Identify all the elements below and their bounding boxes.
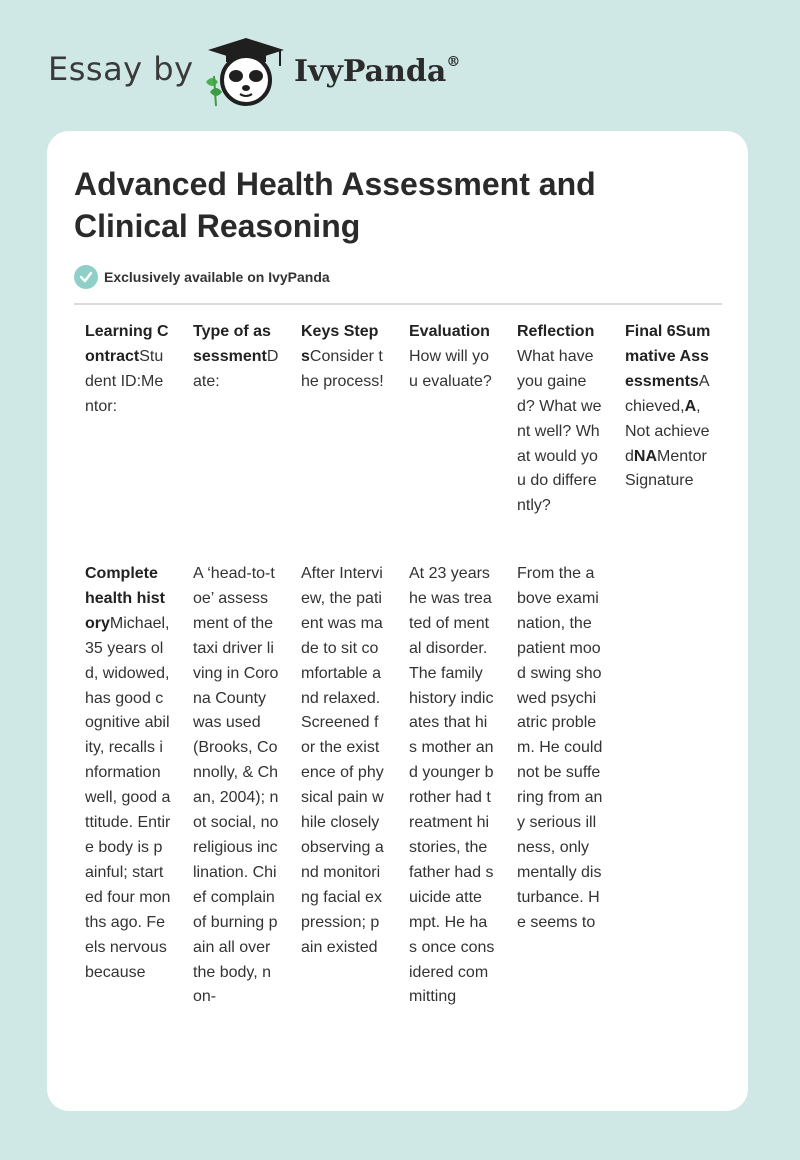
essay-card: [47, 131, 748, 1111]
table-header-row: [85, 320, 735, 560]
exclusive-badge: [74, 263, 330, 291]
check-icon: [74, 265, 98, 289]
table-cell: [625, 562, 733, 1111]
table-cell: Complete health historyMichael, 35 years old, widowed, has good cognitive ability, recalls information well, good attitude. Entire body is painful; started four months ago. Feels nervous because: [85, 565, 171, 981]
table-cell: A ‘head-to-toe’ assessment of the taxi driver living in Corona County was used (Brooks, Connolly, & Chan, 2004); not social, no religious inclination. Chief complain of burning pain all over the body, non-: [193, 565, 279, 1006]
divider: [74, 303, 722, 305]
essay-by-label: Essay by: [48, 50, 194, 88]
table-header-cell: EvaluationHow will you evaluate?: [409, 323, 492, 390]
table-header-cell: ReflectionWhat have you gained? What went well? What would you do differently?: [517, 323, 602, 515]
table-header-cell: Type of assessmentDate:: [193, 323, 279, 390]
table-cell: After Interview, the patient was made to sit comfortable and relaxed. Screened for the existence of physical pain while closely observing and monitoring facial expression; pain existed: [301, 565, 384, 956]
site-header: [48, 36, 648, 116]
page-title: Advanced Health Assessment and Clinical Reasoning: [74, 166, 596, 244]
table-cell: At 23 years he was treated of mental disorder. The family history indicates that his mother and younger brother had treatment histories, the father had suicide attempt. He has once considered committing: [409, 565, 495, 1006]
table-header-cell: Keys StepsConsider the process!: [301, 323, 384, 390]
brand-name[interactable]: IvyPanda®: [294, 54, 461, 89]
badge-label: Exclusively available on IvyPanda: [104, 269, 330, 285]
table-header-cell: Learning ContractStudent ID:Mentor:: [85, 323, 169, 415]
learning-contract-table: [85, 320, 735, 1111]
table-cell: From the above examination, the patient mood swing showed psychiatric problem. He could not be suffering from any serious illness, only mentally disturbance. He seems to: [517, 565, 603, 931]
table-row: [85, 562, 735, 1111]
table-header-cell: Final 6Summative AssessmentsAchieved,A,Not achievedNAMentor Signature: [625, 323, 711, 490]
ivypanda-logo[interactable]: [200, 36, 292, 108]
